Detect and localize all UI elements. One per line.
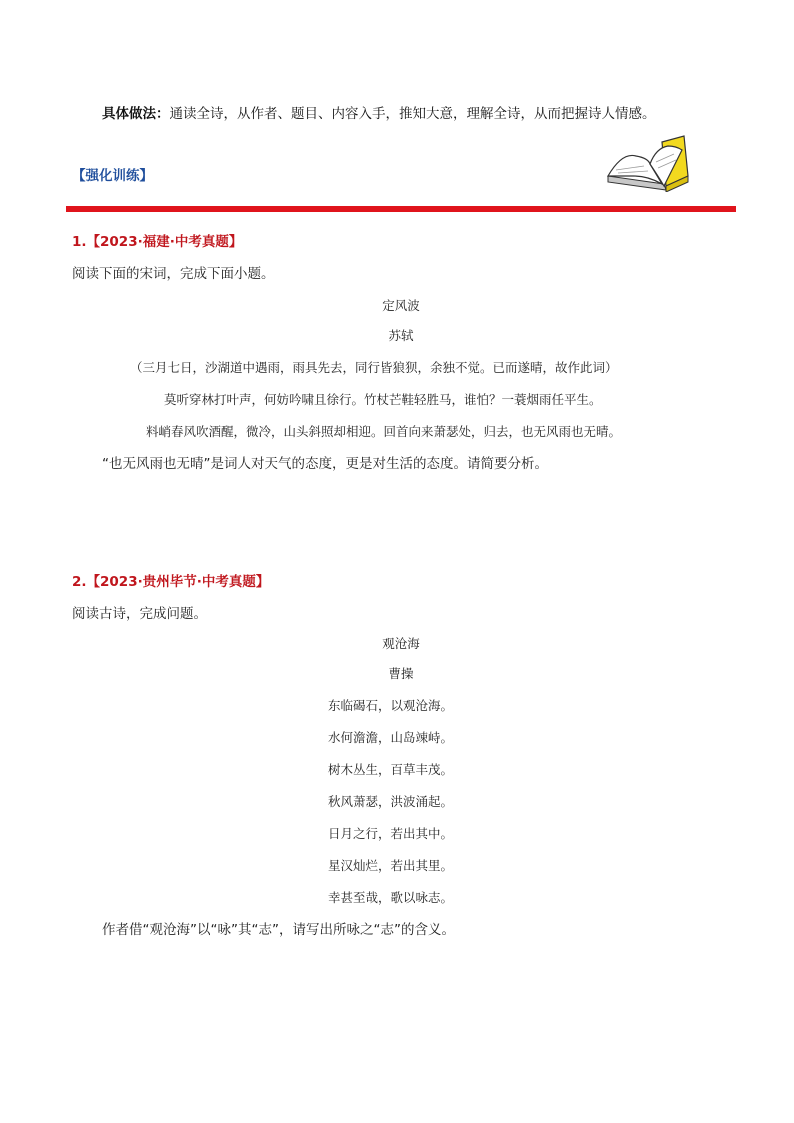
q1-line-1: 莫听穿林打叶声，何妨吟啸且徐行。竹杖芒鞋轻胜马，谁怕？一蓑烟雨任平生。 — [164, 392, 602, 407]
section-title: 【强化训练】 — [72, 168, 153, 184]
method-text: 通读全诗，从作者、题目、内容入手，推知大意，理解全诗，从而把握诗人情感。 — [169, 106, 656, 122]
q2-poem-title: 观沧海 — [382, 636, 420, 651]
q2-line: 秋风萧瑟，洪波涌起。 — [328, 794, 454, 809]
q2-author: 曹操 — [388, 666, 414, 681]
open-book-icon — [604, 132, 690, 192]
q2-line: 树木丛生，百草丰茂。 — [328, 762, 454, 777]
section-divider — [66, 206, 736, 212]
q1-heading: 1.【2023·福建·中考真题】 — [72, 234, 243, 250]
q2-question: 作者借“观沧海”以“咏”其“志”，请写出所咏之“志”的含义。 — [102, 922, 455, 938]
method-paragraph — [102, 102, 656, 122]
q1-poem-title: 定风波 — [382, 298, 420, 313]
q2-line: 日月之行，若出其中。 — [328, 826, 454, 841]
q2-line: 幸甚至哉，歌以咏志。 — [328, 890, 454, 905]
q2-heading: 2.【2023·贵州毕节·中考真题】 — [72, 574, 270, 590]
q2-line: 水何澹澹，山岛竦峙。 — [328, 730, 454, 745]
q1-author: 苏轼 — [388, 328, 414, 343]
q1-question: “也无风雨也无晴”是词人对天气的态度，更是对生活的态度。请简要分析。 — [102, 456, 548, 472]
method-label: 具体做法： — [102, 106, 170, 122]
q2-instruction: 阅读古诗，完成问题。 — [72, 606, 207, 622]
q1-preface: （三月七日，沙湖道中遇雨，雨具先去，同行皆狼狈，余独不觉。已而遂晴，故作此词） — [130, 360, 618, 375]
q1-line-2: 料峭春风吹酒醒，微冷，山头斜照却相迎。回首向来萧瑟处，归去，也无风雨也无晴。 — [146, 424, 622, 439]
q1-instruction: 阅读下面的宋词，完成下面小题。 — [72, 266, 275, 282]
q2-line: 东临碣石，以观沧海。 — [328, 698, 454, 713]
q2-line: 星汉灿烂，若出其里。 — [328, 858, 454, 873]
